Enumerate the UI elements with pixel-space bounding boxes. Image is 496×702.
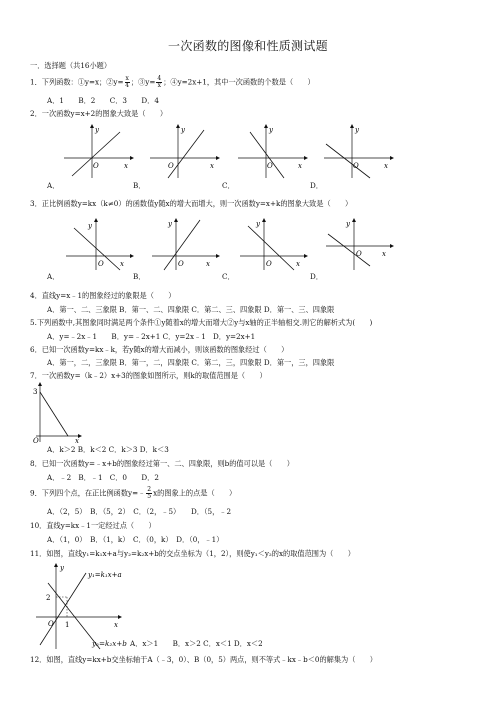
x-axis-label: x bbox=[384, 162, 388, 170]
q3-graph-c bbox=[238, 214, 310, 272]
x-axis-label: x bbox=[382, 250, 386, 258]
section-heading: 一．选择题（共16小题） bbox=[30, 61, 112, 70]
question-3: 3．正比例函数y=kx（k≠0）的函数值y随x的增大而增大，则一次函数y=x+k的图象大致是（ ） bbox=[30, 199, 353, 208]
q1-f3-den: x bbox=[157, 82, 161, 89]
q11-line2-label: y₂=k₂x+b bbox=[92, 639, 127, 648]
y-axis-label: y bbox=[355, 126, 359, 134]
origin-label: O bbox=[178, 260, 184, 268]
q9-options: A．（2，5） B．（5，2） C．（2，﹣5） D．（5，﹣2 bbox=[47, 507, 232, 516]
q3-graph-a bbox=[64, 214, 136, 272]
q1-f2-num: x bbox=[125, 75, 129, 82]
question-11: 11．如图，直线y₁=k₁x+a与y₂=k₂x+b的交点坐标为（1，2），则使y₁＜y₂的x的取值范围为（ ） bbox=[30, 549, 355, 558]
x-axis-label: x bbox=[124, 162, 128, 170]
q1-f3a: ③y= bbox=[138, 77, 156, 87]
q11-options: A．x＞1 B．x＞2 C．x＜1 D．x＜2 bbox=[130, 639, 263, 648]
q2-label-c: C． bbox=[222, 181, 235, 190]
q9-fraction bbox=[146, 487, 152, 500]
q2-label-b: B． bbox=[133, 181, 146, 190]
q1-f4: ④y=2x+1，其中一次函数的个数是（ ） bbox=[170, 77, 315, 87]
q4-options: A．第一、二、三象限 B．第一、二、四象限 C．第二、三、四象限 D．第一、三、四象限 bbox=[47, 305, 335, 314]
q1-f2a: ②y= bbox=[106, 77, 124, 87]
question-7: 7．一次函数y=（k﹣2）x+3的图象如图所示，则k的取值范围是（ ） bbox=[30, 371, 267, 380]
q7-options: A．k＞2 B．k＜2 C．k＞3 D．k＜3 bbox=[47, 445, 169, 454]
question-12: 12．如图，直线y=kx+b交坐标轴于A（﹣3，0）、B（0，5）两点，则不等式﹣kx﹣b＜0的解集为（ ） bbox=[30, 655, 377, 664]
x-axis-label: x bbox=[210, 162, 214, 170]
y-axis-label: y bbox=[346, 220, 350, 228]
q3-label-c: C． bbox=[222, 272, 235, 281]
x-axis-label: x bbox=[298, 162, 302, 170]
x-axis-label: x bbox=[114, 621, 118, 629]
y-axis-label: y bbox=[168, 220, 172, 228]
q1-f2-den: 4 bbox=[125, 82, 130, 89]
q2-graph-d bbox=[322, 124, 394, 180]
q1-options: A．1 B．2 C．3 D．4 bbox=[47, 96, 159, 105]
q1-prefix: 1．下列函数： bbox=[30, 77, 78, 87]
q11-tick-x: 1 bbox=[65, 621, 70, 629]
question-5: 5.下列函数中,其图象同时满足两个条件①y随着x的增大而增大②y与x轴的正半轴相交.则它的解析式为( ) bbox=[30, 318, 373, 327]
q2-graph-c bbox=[236, 124, 308, 180]
q2-label-d: D． bbox=[310, 181, 323, 190]
q1-f3b: ； bbox=[163, 77, 171, 87]
x-axis-label: x bbox=[206, 260, 210, 268]
question-10: 10．直线y=kx﹣1一定经过点（ ） bbox=[30, 521, 156, 530]
q3-label-b: B． bbox=[133, 272, 146, 281]
q2-graph-b bbox=[148, 124, 220, 180]
q9-frac-num: 2 bbox=[147, 486, 152, 493]
question-4: 4．直线y=x﹣1的图象经过的象限是（ ） bbox=[30, 291, 176, 300]
origin-label: O bbox=[33, 437, 39, 444]
question-2: 2．一次函数y=x+2的图象大致是（ ） bbox=[30, 109, 168, 118]
q10-options: A．（1，0） B．（1，k） C．（0，k） D．（0，﹣1） bbox=[47, 535, 224, 544]
q8-options: A．﹣2 B．﹣1 C．0 D．2 bbox=[47, 473, 159, 482]
q9-frac-den: 5 bbox=[147, 493, 152, 500]
origin-label: O bbox=[267, 162, 273, 170]
q3-graph-d bbox=[324, 214, 396, 272]
q1-f1: ①y=x； bbox=[77, 77, 107, 87]
y-axis-label: y bbox=[60, 564, 64, 572]
question-6: 6．已知一次函数y=kx﹣k，若y随x的增大而减小，则该函数的图象经过（ ） bbox=[30, 345, 289, 354]
q6-options: A．第一，二，三象限 B．第一，二，四象限 C．第二，三，四象限 D．第一，三，四象限 bbox=[47, 358, 335, 367]
x-axis-label: x bbox=[120, 260, 124, 268]
page-title: 一次函数的图像和性质测试题 bbox=[168, 39, 328, 53]
origin-label: O bbox=[93, 162, 99, 170]
q3-label-d: D． bbox=[310, 272, 323, 281]
q7-y-intercept: 3 bbox=[33, 388, 38, 396]
origin-label: O bbox=[356, 250, 362, 258]
y-axis-label: y bbox=[269, 126, 273, 134]
q11-line1-label: y₁=k₁x+a bbox=[88, 571, 122, 579]
origin-label: O bbox=[98, 260, 104, 268]
q1-fraction-3 bbox=[156, 76, 162, 89]
question-9 bbox=[30, 487, 236, 500]
q5-options: A．y=﹣2x﹣1 B．y=﹣2x+1 C．y=2x﹣1 D．y=2x+1 bbox=[47, 332, 256, 341]
x-axis-label: x bbox=[75, 437, 79, 444]
q11-graph bbox=[34, 561, 164, 651]
x-axis-label: x bbox=[296, 260, 300, 268]
q9-prefix: 9．下列四个点，在正比例函数y=﹣ bbox=[30, 488, 146, 498]
q7-graph bbox=[30, 382, 82, 444]
origin-label: O bbox=[48, 620, 54, 628]
origin-label: O bbox=[266, 260, 272, 268]
q9-suffix: x的图象上的点是（ ） bbox=[153, 488, 237, 498]
q1-f3-num: 4 bbox=[157, 75, 162, 82]
q1-f2b: ； bbox=[130, 77, 139, 87]
q2-graph-a bbox=[62, 124, 134, 180]
question-8: 8．已知一次函数y=﹣x+b的图象经过第一、二、四象限，则b的值可以是（ ） bbox=[30, 459, 294, 468]
q11-tick-y: 2 bbox=[46, 594, 51, 602]
q3-label-a: A． bbox=[47, 272, 60, 281]
q2-label-a: A． bbox=[47, 181, 60, 190]
y-axis-label: y bbox=[88, 222, 92, 230]
origin-label: O bbox=[168, 162, 174, 170]
question-1 bbox=[30, 76, 315, 89]
y-axis-label: y bbox=[181, 126, 185, 134]
y-axis-label: y bbox=[256, 220, 260, 228]
y-axis-label: y bbox=[95, 126, 99, 134]
origin-label: O bbox=[353, 162, 359, 170]
q1-fraction-2 bbox=[125, 76, 130, 89]
q3-graph-b bbox=[150, 214, 222, 272]
